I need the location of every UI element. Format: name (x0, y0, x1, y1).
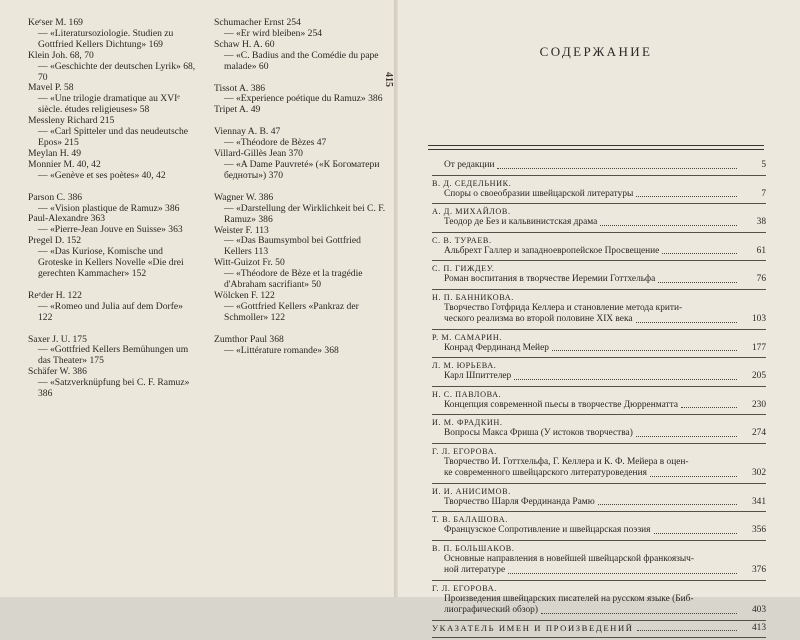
index-author: Messleny Richard 215 (28, 115, 115, 127)
contents-title: СОДЕРЖАНИЕ (539, 44, 653, 59)
toc-divider (432, 620, 766, 621)
toc-divider (432, 414, 766, 415)
toc-author: А. Д. МИХАЙЛОВ. (432, 207, 511, 216)
toc-author: Т. В. БАЛАШОВА. (432, 515, 508, 524)
toc-entry (432, 514, 766, 537)
index-author: Mavel P. 58 (28, 82, 74, 94)
index-author: Keᵉser M. 169 (28, 17, 83, 28)
toc-row (432, 525, 766, 537)
toc-entry (432, 360, 766, 383)
toc-author: Г. Л. ЕГОРОВА. (432, 583, 497, 593)
index-author: Parson C. 386 (28, 191, 83, 203)
index-work: — «Literatursoziologie. Studien zu Gottfried Kellers Dichtung» 169 (38, 27, 174, 50)
index-entry (214, 105, 386, 116)
toc-page-number: 230 (751, 399, 766, 410)
toc-row (432, 343, 766, 355)
toc-page-number: 103 (751, 314, 766, 324)
index-gap (214, 324, 386, 335)
index-author: Tripet A. 49 (214, 104, 261, 116)
index-work: — «Genève et ses poètes» 40, 42 (38, 169, 166, 181)
toc-divider (432, 443, 766, 444)
index-author: Schaw H. A. 60 (214, 38, 275, 50)
index-entry (214, 258, 386, 291)
toc-entry (432, 178, 766, 201)
toc-leader (650, 476, 737, 477)
toc-divider (432, 483, 766, 484)
index-author: Paul-Alexandre 363 (28, 213, 105, 225)
index-entry (214, 84, 386, 106)
toc-row (432, 217, 766, 229)
page-number: 415 (383, 72, 394, 87)
toc-page-number: 356 (751, 525, 766, 535)
toc-title-line: лиографический обзор) (444, 605, 538, 615)
index-work: — «Une trilogie dramatique au XVIᵉ siècle. études religieuses» 58 (38, 93, 180, 116)
toc-title-line: ке современного швейцарского литературоведения (444, 468, 647, 478)
toc-author: И. И. АНИСИМОВ. (432, 486, 511, 496)
toc-author: И. М. ФРАДКИН. (432, 418, 503, 427)
toc-author: Н. П. БАННИКОВА. (432, 292, 514, 302)
index-author: Weister F. 113 (214, 224, 269, 236)
toc-page-number: 38 (756, 217, 766, 227)
toc-row (432, 400, 766, 412)
index-author: Meylan H. 49 (28, 147, 82, 159)
index-work: — «Théodore de Bèzes 47 (224, 137, 327, 149)
toc-leader (662, 253, 737, 254)
toc-page-number: 61 (756, 245, 766, 256)
toc-leader (508, 573, 737, 574)
index-entry (214, 18, 386, 40)
toc-title-line: ческого реализма во второй половине XIX века (444, 314, 633, 324)
toc-leader (658, 282, 737, 283)
index-entry (28, 335, 198, 368)
index-entry (28, 291, 198, 324)
index-entry (214, 335, 386, 357)
index-author: Schumacher Ernst 254 (214, 17, 301, 28)
toc-title-line: Произведения швейцарских писателей на русском языке (Биб- (444, 593, 694, 604)
index-entry (28, 236, 198, 280)
index-work: — «Experience poétique du Ramuz» 386 (224, 93, 383, 105)
index-column-2 (214, 18, 386, 356)
toc-row (432, 160, 766, 172)
toc-leader (681, 407, 737, 408)
toc-entry (432, 486, 766, 509)
toc-title-line: От редакции (444, 160, 495, 170)
index-entry (28, 193, 198, 215)
index-column-1 (28, 18, 198, 400)
toc-author: С. В. ТУРАЕВ. (432, 235, 492, 245)
toc-entry (432, 446, 766, 480)
index-entry (214, 291, 386, 324)
index-author: Klein Joh. 68, 70 (28, 49, 94, 61)
top-rule (428, 145, 764, 146)
index-author: Pregel D. 152 (28, 235, 82, 247)
index-entry (28, 160, 198, 182)
index-author: Monnier M. 40, 42 (28, 158, 101, 170)
toc-page-number: 205 (751, 371, 766, 381)
toc-divider (432, 203, 766, 204)
toc-divider (432, 511, 766, 512)
toc-author: Г. Л. ЕГОРОВА. (432, 446, 497, 456)
index-entry (28, 83, 198, 116)
index-author: Schäfer W. 386 (28, 366, 87, 378)
toc-index-row (432, 623, 766, 635)
toc-divider (432, 540, 766, 541)
toc-leader (637, 630, 737, 631)
index-author: Zumthor Paul 368 (214, 333, 284, 345)
toc-title-line: Теодор де Без и кальвинистская драма (444, 217, 598, 227)
toc-leader (654, 533, 738, 534)
index-work: — «Littérature romande» 368 (224, 344, 339, 356)
toc-page-number: 302 (751, 468, 766, 478)
toc-divider (432, 175, 766, 176)
toc-divider (432, 386, 766, 387)
toc-divider (432, 289, 766, 290)
index-work: — «Darstellung der Wirklichkeit bei C. F. Ramuz» 386 (224, 202, 386, 225)
toc-title-line: Творчество Готфрида Келлера и становление метода крити- (444, 302, 683, 313)
index-entry (214, 193, 386, 226)
toc-author: В. Д. СЕДЕЛЬНИК. (432, 178, 512, 188)
index-work: — «Das Kuriose, Komische und Groteske in Kellers Novelle «Die drei gerechten Kammacher» 152 (38, 246, 184, 279)
toc-entry (432, 389, 766, 412)
toc-entry (432, 235, 766, 258)
index-author: Reᵉder H. 122 (28, 289, 82, 301)
index-author: Tissot A. 386 (214, 82, 266, 94)
index-work: — «Er wird bleiben» 254 (224, 27, 323, 39)
toc-page-number: 341 (751, 496, 766, 507)
toc-title-line: Конрад Фердинанд Мейер (444, 342, 549, 353)
toc-divider (432, 637, 766, 638)
table-of-contents (432, 160, 766, 640)
toc-leader (636, 196, 737, 197)
index-author: Viennay A. B. 47 (214, 126, 281, 138)
toc-leader (636, 322, 737, 323)
left-page (0, 0, 398, 597)
toc-leader (552, 350, 737, 351)
index-work: — «Pierre-Jean Jouve en Suisse» 363 (38, 224, 183, 236)
toc-divider (432, 580, 766, 581)
index-work: — «C. Badius and the Comédie du pape malade» 60 (224, 49, 379, 72)
index-gap (28, 324, 198, 335)
toc-divider (432, 329, 766, 330)
index-gap (214, 73, 386, 84)
index-work: — «Romeo und Julia auf dem Dorfe» 122 (38, 300, 183, 323)
index-work: — «Geschichte der deutschen Lyrik» 68, 70 (38, 60, 196, 83)
toc-page-number: 76 (756, 274, 766, 284)
index-entry (28, 51, 198, 84)
index-author: Witt-Guizot Fr. 50 (214, 257, 285, 269)
index-entry (214, 40, 386, 73)
toc-leader (541, 613, 737, 614)
index-entry (214, 149, 386, 182)
toc-entry (432, 543, 766, 577)
index-work: — «Vision plastique de Ramuz» 386 (38, 202, 180, 214)
toc-divider (432, 260, 766, 261)
index-work: — «Gottfried Kellers «Pankraz der Schmoller» 122 (224, 300, 359, 323)
toc-author: Н. С. ПАВЛОВА. (432, 389, 502, 399)
toc-row (432, 497, 766, 509)
toc-author: С. П. ГИЖДЕУ. (432, 264, 495, 273)
toc-row (432, 468, 766, 480)
index-gap (28, 182, 198, 193)
index-entry (28, 18, 198, 51)
toc-entry (432, 206, 766, 229)
toc-entry (432, 583, 766, 617)
toc-row (432, 274, 766, 286)
toc-row (432, 428, 766, 440)
toc-divider (432, 357, 766, 358)
toc-entry (432, 160, 766, 172)
toc-title-line: Концепция современной пьесы в творчестве Дюрренматта (444, 399, 678, 410)
toc-page-number: 403 (751, 605, 766, 615)
top-rule-2 (428, 149, 764, 150)
toc-row (432, 605, 766, 617)
index-entry (28, 214, 198, 236)
index-entry (214, 226, 386, 259)
index-author: Villard-Gillès Jean 370 (214, 148, 303, 160)
toc-author: Р. М. САМАРИН. (432, 332, 502, 342)
toc-author: В. П. БОЛЬШАКОВ. (432, 543, 515, 553)
index-author: Wagner W. 386 (214, 191, 274, 203)
toc-page-number: 177 (751, 342, 766, 353)
toc-title-line: Вопросы Макса Фриша (У истоков творчества) (444, 428, 633, 438)
toc-title-line: Творчество Шарля Фердинанда Рамю (444, 496, 595, 507)
index-work: — «Das Baumsymbol bei Gottfried Kellers 113 (224, 235, 361, 258)
index-work: — «Carl Spitteler und das neudeutsche Epos» 215 (38, 126, 189, 148)
toc-row (432, 565, 766, 577)
index-author: Saxer J. U. 175 (28, 333, 87, 345)
toc-leader (514, 379, 737, 380)
index-entry (214, 127, 386, 149)
toc-page-number: 7 (761, 188, 766, 199)
toc-row (432, 189, 766, 201)
toc-divider (432, 232, 766, 233)
toc-row (432, 246, 766, 258)
toc-entry (432, 332, 766, 355)
toc-page-number: 376 (751, 565, 766, 575)
toc-title-line: Основные направления в новейшей швейцарской франкоязыч- (444, 553, 695, 564)
toc-row (432, 314, 766, 326)
toc-entry (432, 292, 766, 326)
toc-entry (432, 263, 766, 286)
index-work: — «Gottfried Kellers Bemühungen um das Theater» 175 (38, 344, 189, 367)
toc-author: Л. М. ЮРЬЕВА. (432, 361, 497, 370)
toc-page-number: 413 (751, 622, 766, 633)
toc-page-number: 5 (761, 160, 766, 170)
index-work: — «Théodore de Bèze et la tragédie d'Abraham sacrifiant» 50 (224, 268, 363, 291)
index-author: Wölcken F. 122 (214, 289, 275, 301)
toc-leader (636, 436, 737, 437)
toc-entry (432, 417, 766, 440)
index-work: — «A Dame Pauvreté» («К Богоматери бедноты») 370 (224, 158, 380, 181)
toc-page-number: 274 (751, 428, 766, 438)
index-entry (28, 367, 198, 400)
index-work: — «Satzverknüpfung bei C. F. Ramuz» 386 (38, 377, 190, 400)
index-entry (28, 116, 198, 149)
toc-leader (598, 504, 737, 505)
toc-title-line: Роман воспитания в творчестве Иеремии Готтхельфа (444, 274, 656, 284)
toc-leader (600, 225, 737, 226)
toc-title-line: Карл Шпиттелер (444, 371, 512, 381)
toc-title-line: Французское Сопротивление и швейцарская поэзия (444, 525, 651, 535)
toc-index-label: УКАЗАТЕЛЬ ИМЕН И ПРОИЗВЕДЕНИЙ (432, 622, 634, 633)
toc-title-line: Споры о своеобразии швейцарской литературы (444, 188, 634, 199)
toc-title-line: ной литературе (444, 565, 506, 575)
toc-title-line: Творчество И. Готтхельфа, Г. Келлера и К. Ф. Мейера в оцен- (444, 456, 689, 467)
toc-leader (497, 168, 737, 169)
toc-title-line: Альбрехт Галлер и западноевропейское Просвещение (444, 245, 660, 256)
toc-row (432, 371, 766, 383)
